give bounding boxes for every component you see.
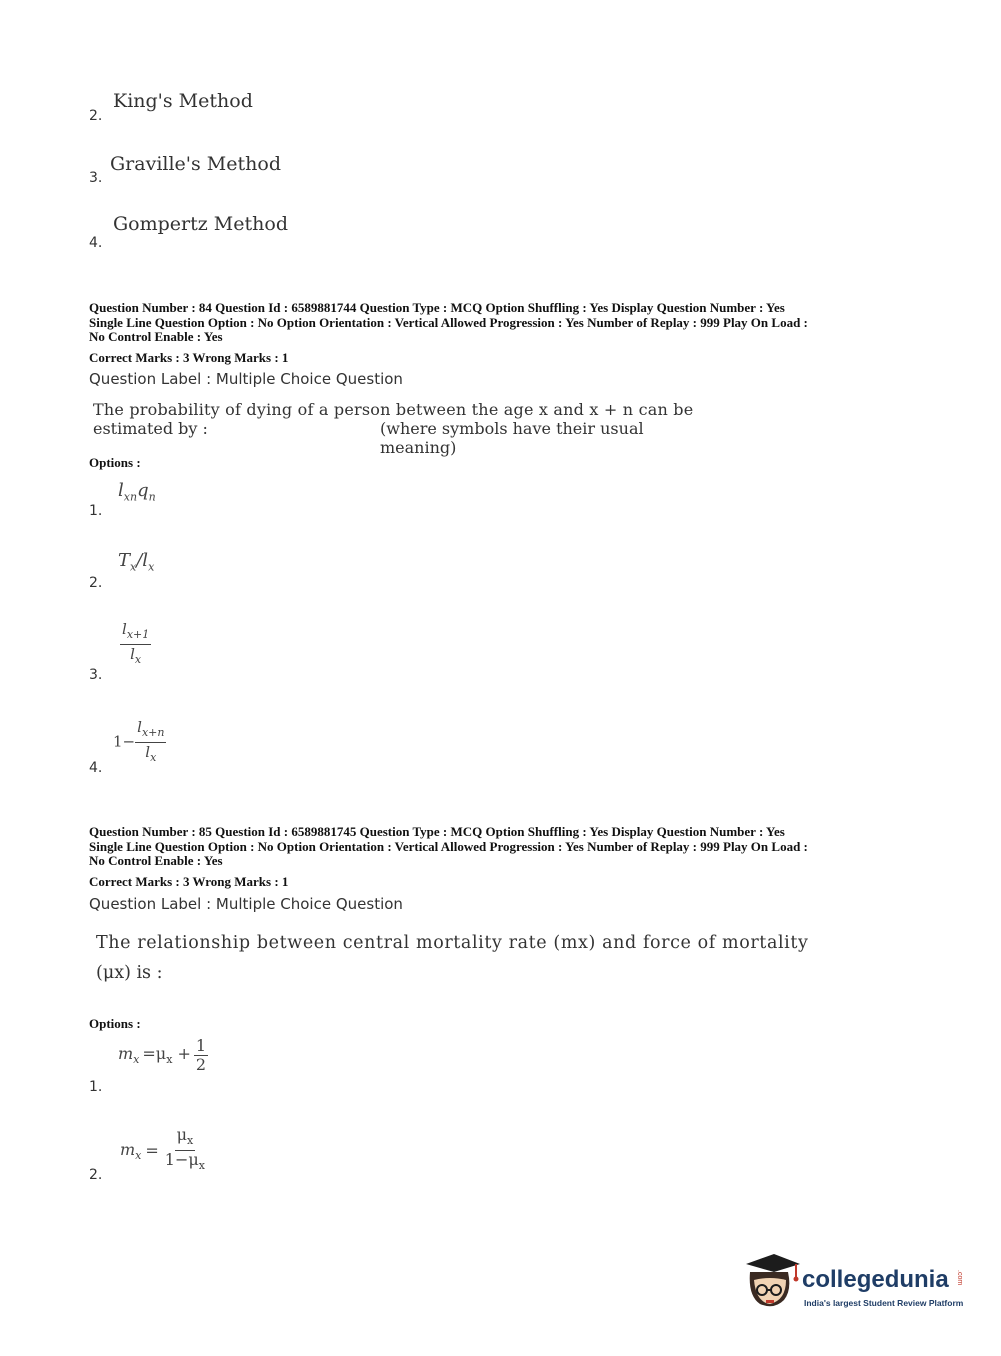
meta-line: Single Line Question Option : No Option Orientation : Vertical Allowed Progression : Yes Number of Replay : 999 Play On Load : xyxy=(89,314,808,330)
collegedunia-logo xyxy=(740,1250,970,1320)
option-number: 2. xyxy=(89,108,103,124)
meta-line: Question Number : 84 Question Id : 6589881744 Question Type : MCQ Option Shuffling : Yes Display Question Number : Yes xyxy=(89,300,785,315)
question-line: The probability of dying of a person between the age x and x + n can be xyxy=(93,400,694,419)
option-number: 4. xyxy=(89,760,103,776)
question-line-note: (where symbols have their usual meaning) xyxy=(380,419,644,457)
option-text: King's Method xyxy=(113,90,253,112)
option-number: 1. xyxy=(89,1079,103,1095)
option-text: Gompertz Method xyxy=(113,213,288,235)
option-formula-1: $m_x$ $=\mu_x$ + $\frac{1}{2}$ xyxy=(118,1036,207,1074)
question-label: Question Label : Multiple Choice Question xyxy=(89,370,403,388)
logo-tagline: India's largest Student Review Platform xyxy=(804,1298,964,1308)
logo-suffix: .com xyxy=(956,1270,963,1286)
meta-line: Question Number : 85 Question Id : 6589881745 Question Type : MCQ Option Shuffling : Yes Display Question Number : Yes xyxy=(89,824,785,839)
option-formula-1: $l_{xn}q_n$ xyxy=(118,480,156,504)
question-line: estimated by : xyxy=(93,419,208,438)
marks-info: Correct Marks : 3 Wrong Marks : 1 xyxy=(89,874,289,889)
options-title: Options : xyxy=(89,1016,141,1031)
options-title: Options : xyxy=(89,455,141,470)
option-number: 3. xyxy=(89,170,103,186)
question-meta-84 xyxy=(89,301,919,345)
option-formula-4: 1− $\frac{l_{x+n}}{l_x}$ xyxy=(113,718,165,764)
option-number: 4. xyxy=(89,235,103,251)
option-number: 3. xyxy=(89,667,103,683)
meta-line: Single Line Question Option : No Option Orientation : Vertical Allowed Progression : Yes Number of Replay : 999 Play On Load : xyxy=(89,838,808,854)
meta-line: No Control Enable : Yes xyxy=(89,329,223,344)
question-label: Question Label : Multiple Choice Question xyxy=(89,895,403,913)
option-formula-2: $T_x/l_x$ xyxy=(118,550,155,574)
question-line: The relationship between central mortality rate (mx) and force of mortality xyxy=(96,933,809,953)
question-line: (μx) is : xyxy=(96,963,163,983)
logo-name: collegedunia xyxy=(802,1266,949,1293)
question-text-85 xyxy=(96,928,816,988)
option-number: 1. xyxy=(89,503,103,519)
option-text: Graville's Method xyxy=(110,153,281,175)
option-number: 2. xyxy=(89,1167,103,1183)
question-text-84 xyxy=(93,400,713,457)
meta-line: No Control Enable : Yes xyxy=(89,853,223,868)
mascot-icon xyxy=(740,1250,802,1312)
option-number: 2. xyxy=(89,575,103,591)
question-meta-85 xyxy=(89,825,919,869)
marks-info: Correct Marks : 3 Wrong Marks : 1 xyxy=(89,350,289,365)
option-formula-2: $m_x$ = $\frac{\mu_x}{1-\mu_x}$ xyxy=(120,1125,205,1173)
option-formula-3: $\frac{l_{x+1}}{l_x}$ xyxy=(122,620,150,666)
